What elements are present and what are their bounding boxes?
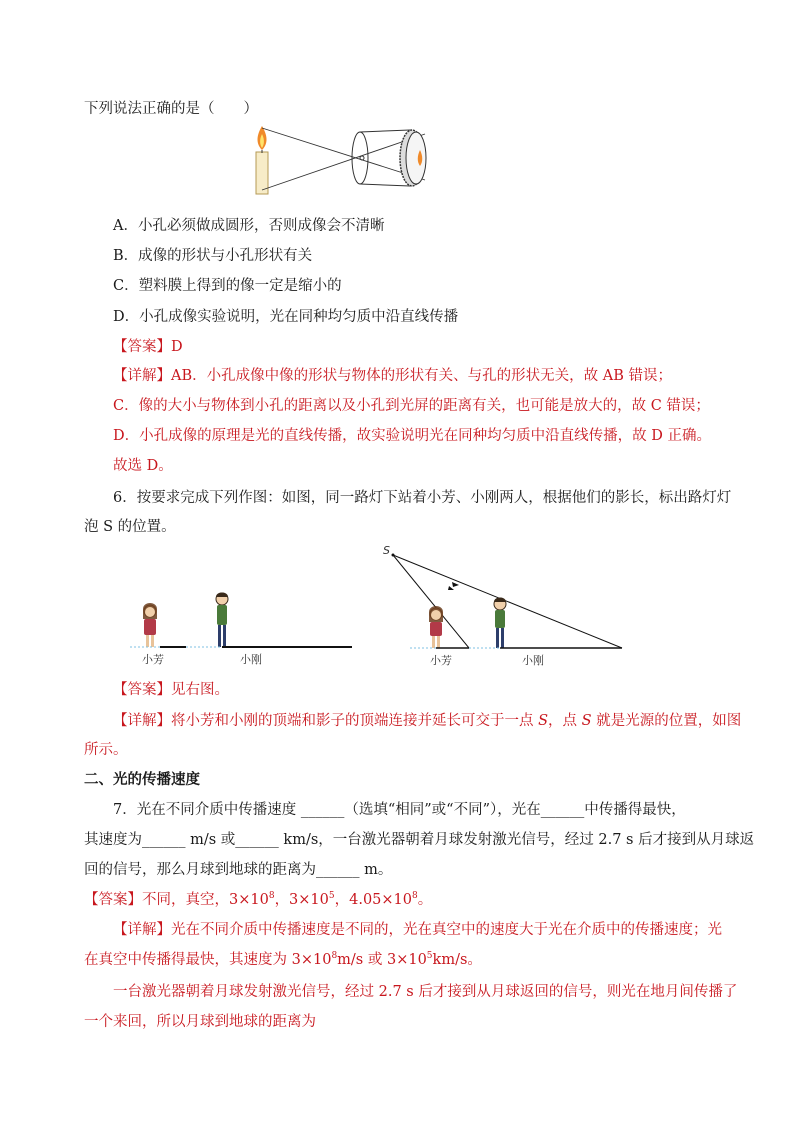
q6-detail-2: 所示。 xyxy=(84,742,128,758)
q7-answer-d: 。 xyxy=(417,892,433,908)
q5-option-d: D．小孔成像实验说明，光在同种均匀质中沿直线传播 xyxy=(113,309,459,325)
q7-answer-exp3: 8 xyxy=(412,891,418,902)
q7-answer-exp2: 5 xyxy=(328,891,335,902)
q7-answer-c: ，4.05×10 xyxy=(334,892,413,908)
q7-answer-b: ，3×10 xyxy=(274,892,329,908)
q5-option-b: B．成像的形状与小孔形状有关 xyxy=(113,248,313,264)
q7-detail-2b: m/s 或 3×10 xyxy=(337,952,427,968)
q6-detail-1 xyxy=(113,711,741,731)
section-title: 二、光的传播速度 xyxy=(84,771,200,788)
label-xiaogang-left: 小刚 xyxy=(240,653,262,666)
q5-detail-2: C．像的大小与物体到小孔的距离以及小孔到光屏的距离有关，也可能是放大的，故 C 错误； xyxy=(113,398,710,414)
boy-figure-right xyxy=(494,598,506,649)
label-xiaofang-right: 小芳 xyxy=(430,654,452,667)
q7-detail-4: 一个来回，所以月球到地球的距离为 xyxy=(84,1014,316,1030)
pinhole-box xyxy=(352,130,426,186)
label-xiaogang-right: 小刚 xyxy=(522,654,544,667)
label-s-point: S xyxy=(383,544,390,557)
q7-detail-2c: km/s。 xyxy=(432,952,482,968)
q7-line-2: 其速度为______ m/s 或______ km/s，一台激光器朝着月球发射激光信号，经过 2.7 s 后才接到从月球返 xyxy=(84,832,755,848)
q6-detail-prefix: 【详解】将小芳和小刚的顶端和影子的顶端连接并延长可交于一点 xyxy=(113,713,539,729)
q6-detail-s2: S xyxy=(581,713,592,729)
q7-detail-exp2: 5 xyxy=(426,951,433,962)
q5-detail-3: D．小孔成像的原理是光的直线传播，故实验说明光在同种均匀质中沿直线传播，故 D 正确。 xyxy=(113,428,711,444)
q7-detail-exp1: 8 xyxy=(331,951,338,962)
q6-detail-s1: S xyxy=(538,713,549,729)
q5-answer: 【答案】D xyxy=(113,339,183,355)
q7-detail-3: 一台激光器朝着月球发射激光信号，经过 2.7 s 后才接到从月球返回的信号，则光在地月间传播了 xyxy=(113,984,738,1000)
q5-detail-1: 【详解】AB．小孔成像中像的形状与物体的形状有关、与孔的形状无关，故 AB 错误； xyxy=(113,368,672,384)
girl-figure-right xyxy=(429,606,443,648)
candle-icon xyxy=(256,126,268,194)
q7-answer-a: 【答案】不同，真空，3×10 xyxy=(84,892,269,908)
q7-line-3: 回的信号，那么月球到地球的距离为______ m。 xyxy=(84,862,393,878)
pinhole-camera-figure xyxy=(250,122,450,197)
q5-detail-4: 故选 D。 xyxy=(113,458,173,474)
q5-stem: 下列说法正确的是（ ） xyxy=(84,101,258,117)
q7-detail-2a: 在真空中传播得最快，其速度为 3×10 xyxy=(84,952,332,968)
q6-detail-mid: ，点 xyxy=(548,713,582,729)
q7-answer-exp1: 8 xyxy=(268,891,275,902)
q6-stem-1: 6．按要求完成下列作图：如图，同一路灯下站着小芳、小刚两人，根据他们的影长，标出路灯灯 xyxy=(113,490,732,506)
boy-figure xyxy=(216,593,228,648)
q7-answer xyxy=(84,890,432,910)
q7-line-1: 7．光在不同介质中传播速度 ______（选填“相同”或“不同”），光在______中传播得最快， xyxy=(113,802,686,818)
girl-figure xyxy=(143,603,157,647)
street-figure-left xyxy=(130,585,360,670)
q6-answer: 【答案】见右图。 xyxy=(113,682,229,698)
q7-detail-2 xyxy=(84,950,482,970)
q7-detail-1: 【详解】光在不同介质中传播速度是不同的，光在真空中的速度大于光在介质中的传播速度；光 xyxy=(113,922,722,938)
q5-option-c: C．塑料膜上得到的像一定是缩小的 xyxy=(113,278,342,294)
label-xiaofang-left: 小芳 xyxy=(142,653,164,666)
q6-stem-2: 泡 S 的位置。 xyxy=(84,519,176,535)
q6-detail-suffix: 就是光源的位置，如图 xyxy=(591,713,742,729)
street-figure-right xyxy=(380,542,630,672)
q5-option-a: A．小孔必须做成圆形，否则成像会不清晰 xyxy=(113,218,385,234)
